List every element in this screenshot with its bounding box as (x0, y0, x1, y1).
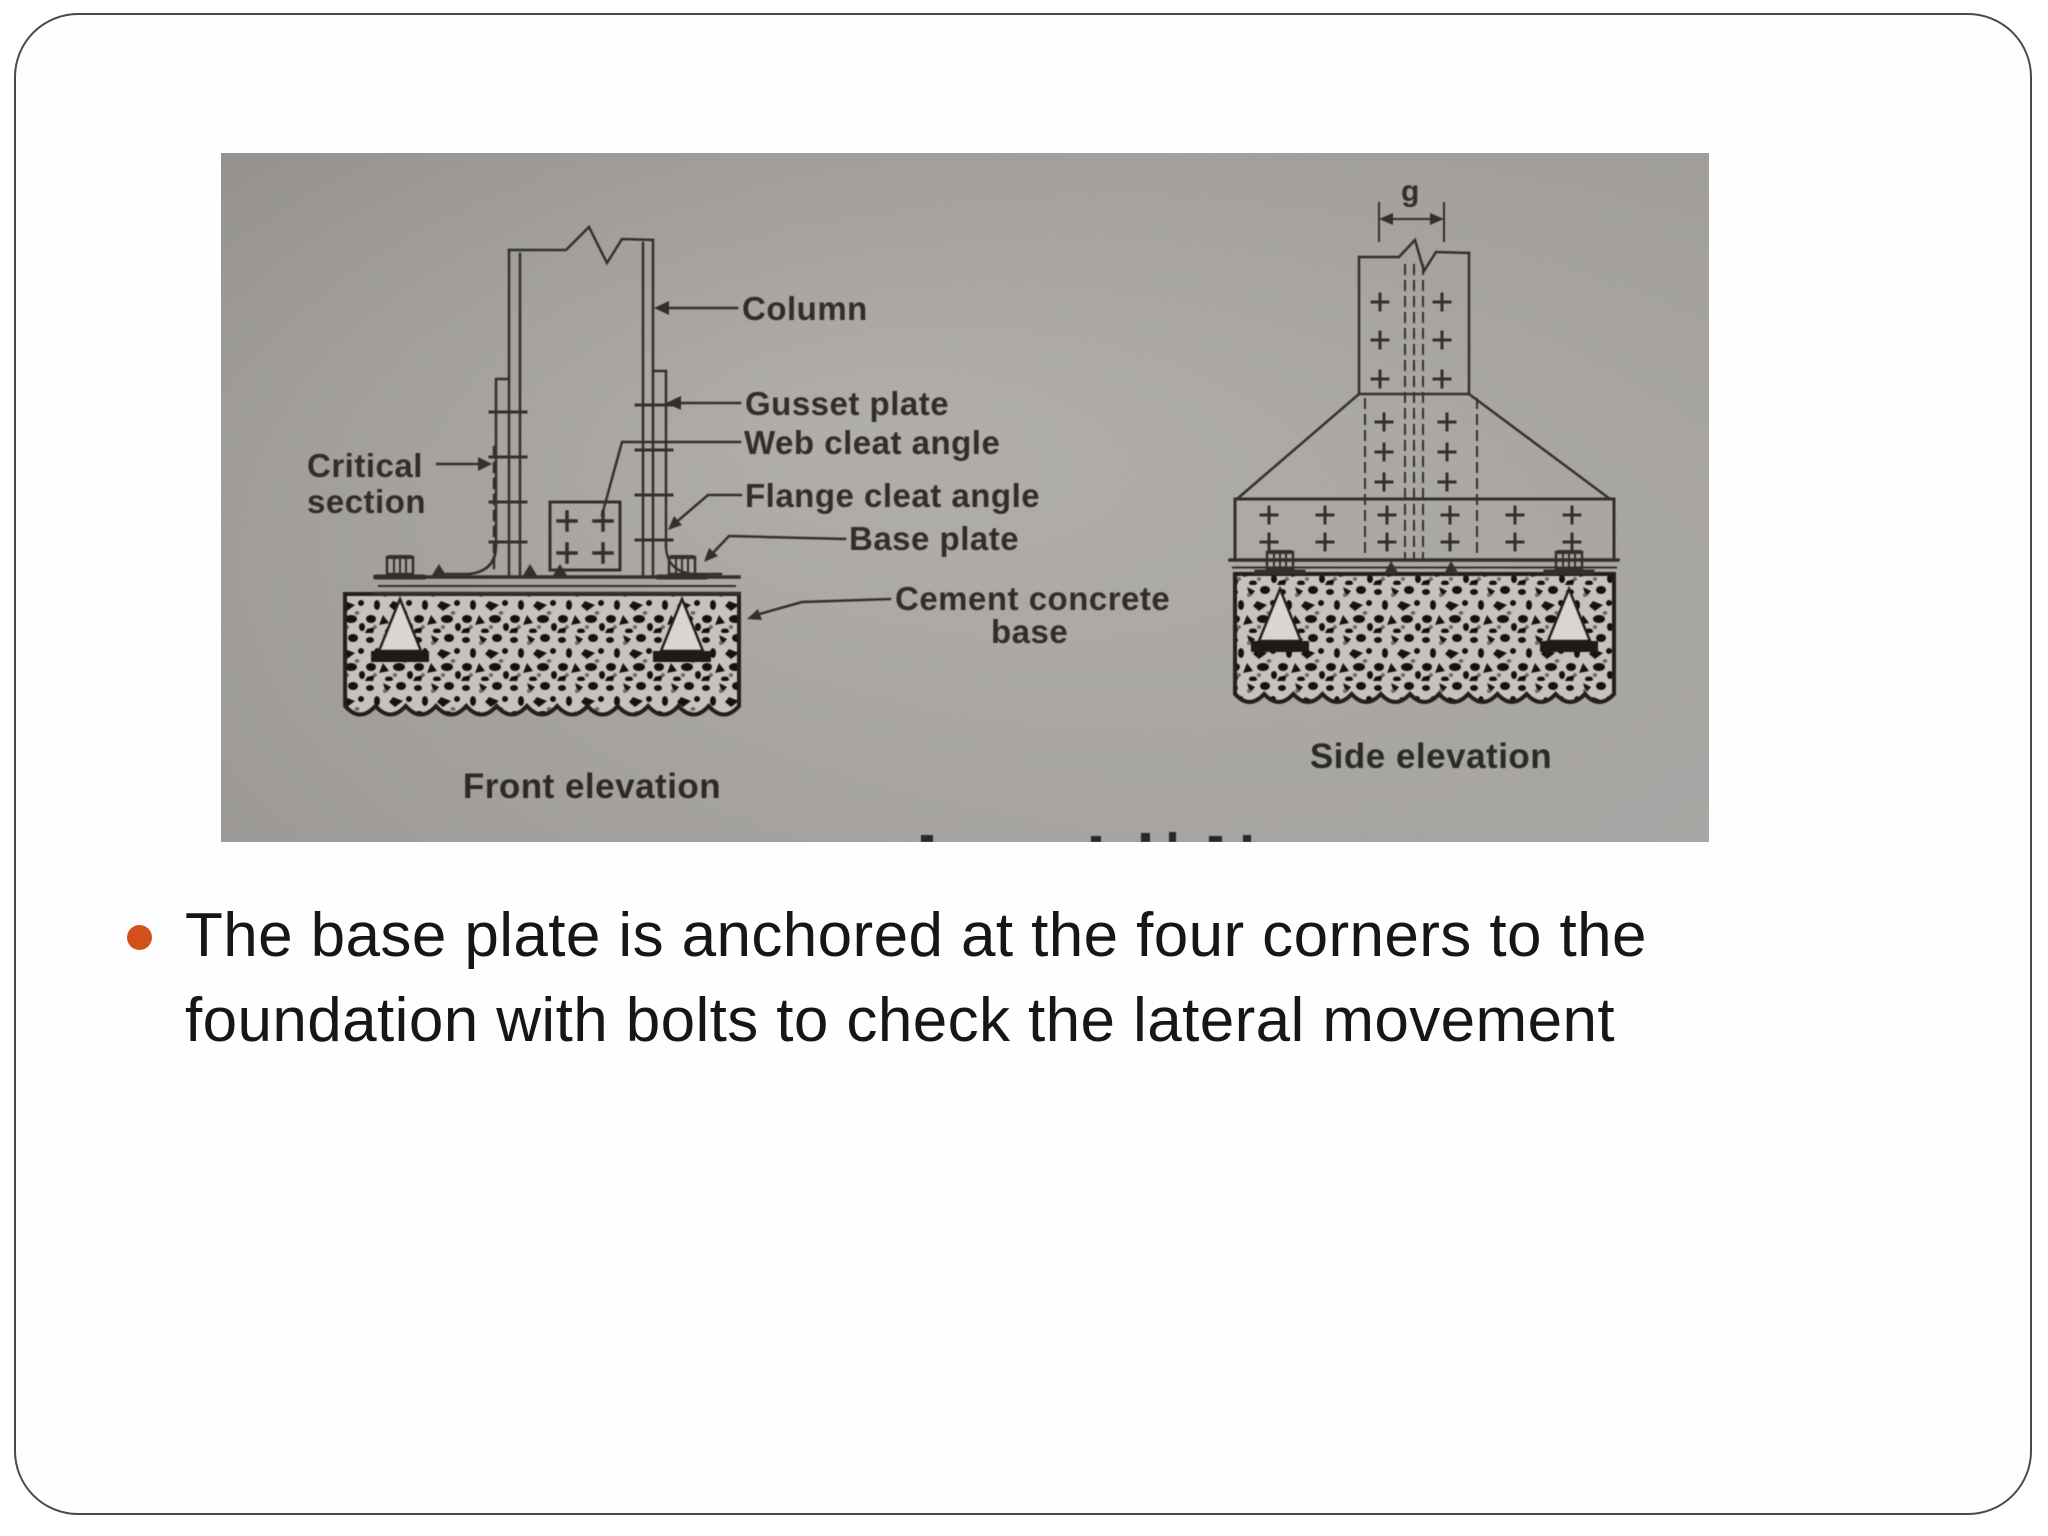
bullet-text (185, 893, 1965, 1063)
label-base-plate: Base plate (849, 520, 1020, 557)
label-cement-concrete-line1: Cement concrete (895, 580, 1171, 617)
bullet-text-line2: foundation with bolts to check the lateral movement (185, 986, 1615, 1055)
label-critical-section-line1: Critical (307, 447, 423, 484)
slide (14, 13, 2032, 1515)
bullet-marker (127, 925, 152, 950)
label-column: Column (742, 290, 868, 327)
label-cement-concrete-line2: base (991, 613, 1069, 650)
label-critical-section-line2: section (307, 483, 427, 520)
gauge-dimension-label: g (1401, 175, 1420, 208)
gauge-dimension (1379, 175, 1444, 241)
cropped-caption-remnant (921, 832, 1251, 842)
gusseted-base-diagram (221, 153, 1709, 842)
bullet-text-line1: The base plate is anchored at the four corners to the (185, 901, 1647, 970)
web-cleat-box (550, 502, 620, 570)
label-web-cleat-angle: Web cleat angle (744, 424, 1001, 461)
side-elevation-drawing (1230, 175, 1618, 702)
caption-side-elevation: Side elevation (1309, 737, 1553, 776)
label-flange-cleat-angle: Flange cleat angle (745, 477, 1041, 514)
caption-front-elevation: Front elevation (462, 767, 722, 806)
label-gusset-plate: Gusset plate (745, 385, 950, 422)
scanned-figure-image (221, 153, 1709, 842)
